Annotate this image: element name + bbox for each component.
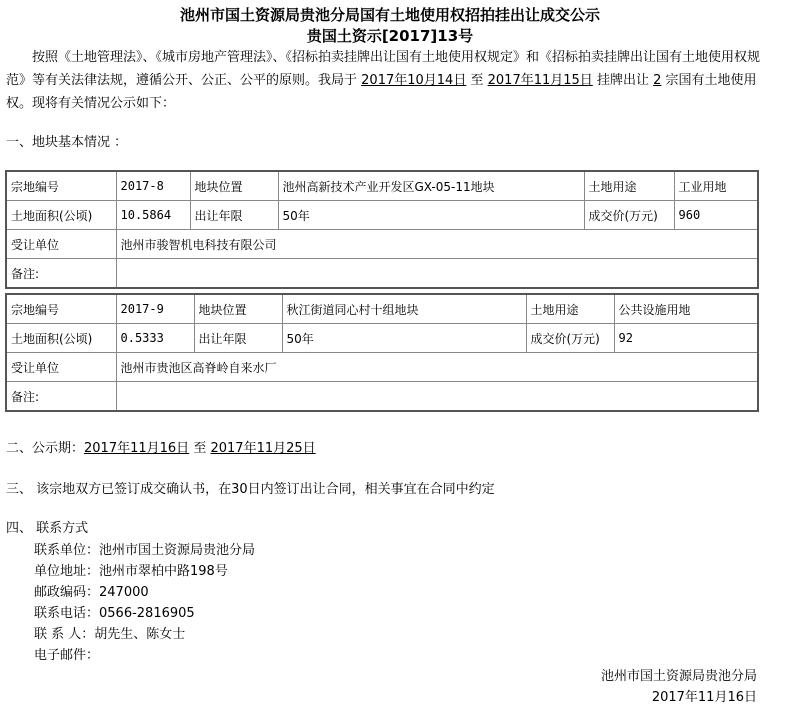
parcel-no-value: 2017-8 [116, 171, 190, 201]
term-value: 50年 [282, 324, 526, 353]
notice-title: 池州市国土资源局贵池分局国有土地使用权招拍挂出让成交公示 [179, 6, 600, 24]
buyer-label: 受让单位 [6, 230, 116, 259]
area-value: 10.5864 [116, 201, 190, 230]
parcel-table-2 [5, 293, 759, 412]
term-value: 50年 [278, 201, 584, 230]
intro-text-1: 按照《土地管理法》、《城市房地产管理法》、《招标拍卖挂牌出让国有土地使用权规定》和《招标拍卖挂牌出让国有土地使用权规范》等有关法律法规，遵循公开、公正、公平的原则。我局于 [6, 50, 761, 88]
parcel-count: 2 [653, 73, 662, 88]
listing-start-date: 2017年10月14日 [361, 73, 467, 88]
use-value: 公共设施用地 [614, 294, 758, 324]
location-value: 池州高新技术产业开发区GX-05-11地块 [278, 171, 584, 201]
table-row [6, 230, 758, 259]
section-4-heading: 四、 联系方式 [6, 521, 89, 536]
section-3-text: 三、 该宗地双方已签订成交确认书，在30日内签订出让合同，相关事宜在合同中约定 [6, 482, 495, 497]
section-1-heading: 一、地块基本情况 ： [6, 135, 128, 150]
section-2-publicity-period [6, 437, 316, 456]
table-row [6, 201, 758, 230]
parcel-no-value: 2017-9 [116, 294, 194, 324]
table-row [6, 324, 758, 353]
intro-to: 至 [470, 73, 484, 88]
contact-person: 联 系 人：胡先生、陈女士 [34, 627, 186, 642]
contact-postcode: 邮政编码：247000 [34, 585, 149, 600]
buyer-value: 池州市贵池区高脊岭自来水厂 [116, 353, 758, 382]
publicity-start-date: 2017年11月16日 [84, 441, 190, 456]
remark-value [116, 382, 758, 412]
publicity-end-date: 2017年11月25日 [210, 441, 316, 456]
parcel-no-label: 宗地编号 [6, 171, 116, 201]
table-row [6, 259, 758, 289]
remark-value [116, 259, 758, 289]
location-value: 秋江街道同心村十组地块 [282, 294, 526, 324]
price-value: 960 [674, 201, 758, 230]
price-value: 92 [614, 324, 758, 353]
parcel-no-label: 宗地编号 [6, 294, 116, 324]
contact-email: 电子邮件： [34, 648, 100, 663]
intro-text-2: 挂牌出让 [596, 73, 649, 88]
signature-org: 池州市国土资源局贵池分局 [600, 669, 757, 684]
publicity-to: 至 [193, 441, 207, 456]
table-row [6, 353, 758, 382]
price-label: 成交价(万元) [526, 324, 614, 353]
term-label: 出让年限 [190, 201, 278, 230]
area-label: 土地面积(公顷) [6, 324, 116, 353]
location-label: 地块位置 [194, 294, 282, 324]
buyer-label: 受让单位 [6, 353, 116, 382]
table-row [6, 382, 758, 412]
intro-paragraph [6, 46, 776, 115]
contact-phone: 联系电话：0566-2816905 [34, 606, 195, 621]
price-label: 成交价(万元) [584, 201, 674, 230]
contact-unit: 联系单位：池州市国土资源局贵池分局 [34, 543, 256, 558]
intro-text-3: 宗国有土地使用权。现将有关情况公示如下： [6, 73, 757, 111]
table-row [6, 294, 758, 324]
term-label: 出让年限 [194, 324, 282, 353]
use-label: 土地用途 [526, 294, 614, 324]
contact-address: 单位地址：池州市翠柏中路198号 [34, 564, 228, 579]
remark-label: 备注: [6, 382, 116, 412]
listing-end-date: 2017年11月15日 [487, 73, 593, 88]
buyer-value: 池州市骏智机电科技有限公司 [116, 230, 758, 259]
location-label: 地块位置 [190, 171, 278, 201]
parcel-table-1 [5, 170, 759, 289]
area-label: 土地面积(公顷) [6, 201, 116, 230]
signature-date: 2017年11月16日 [651, 690, 757, 705]
table-row [6, 171, 758, 201]
use-label: 土地用途 [584, 171, 674, 201]
remark-label: 备注: [6, 259, 116, 289]
section-2-label: 二、公示期： [6, 441, 85, 456]
use-value: 工业用地 [674, 171, 758, 201]
document-number: 贵国土资示[2017]13号 [306, 27, 474, 45]
area-value: 0.5333 [116, 324, 194, 353]
